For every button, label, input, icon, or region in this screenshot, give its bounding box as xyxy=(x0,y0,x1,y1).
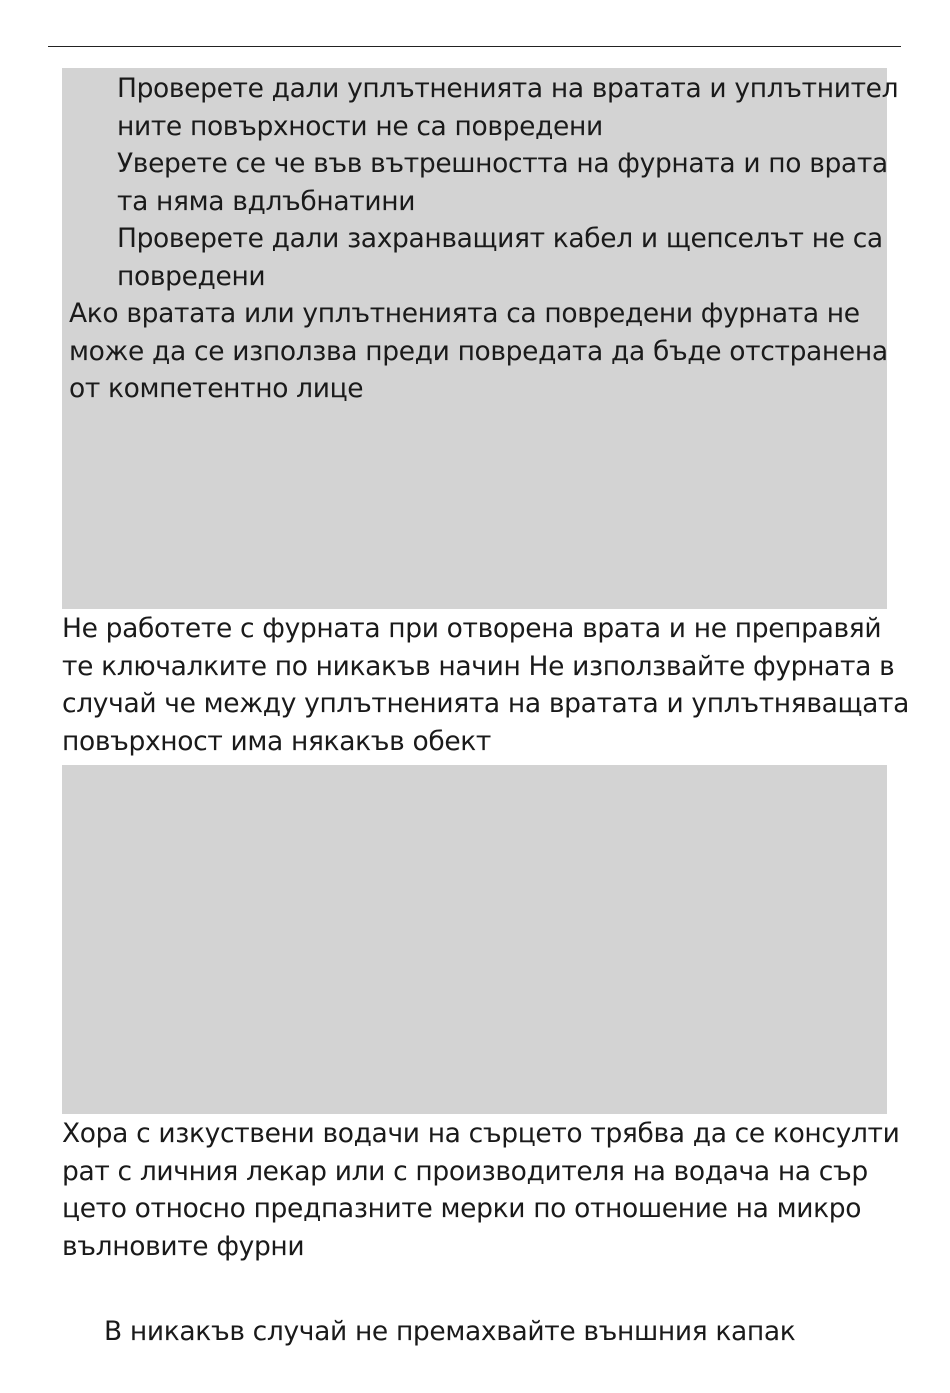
top-divider xyxy=(48,46,901,47)
door-operation-line-4: повърхност има някакъв обект xyxy=(62,725,492,757)
checklist-item-2-line-2: та няма вдлъбнатини xyxy=(117,185,416,217)
pacemaker-line-1: Хора с изкуствени водачи на сърцето трябва да се консулти xyxy=(62,1118,900,1149)
checklist-item-1-line-1: Проверете дали уплътненията на вратата и уплътнител xyxy=(117,73,899,104)
pacemaker-paragraph xyxy=(62,1115,900,1265)
damage-warning-line-2: може да се използва преди повредата да бъде отстранена xyxy=(69,335,888,367)
checklist-item-2-line-1: Уверете се че във вътрешността на фурната и по врата xyxy=(117,148,888,180)
door-operation-line-2: те ключалките по никакъв начин Не използвайте фурната в xyxy=(62,650,895,682)
pacemaker-line-4: вълновите фурни xyxy=(62,1230,305,1262)
checklist-item-1-line-2: ните повърхности не са повредени xyxy=(117,110,603,142)
door-operation-line-3: случай че между уплътненията на вратата и уплътняващата xyxy=(62,688,909,720)
damage-warning-line-1: Ако вратата или уплътненията са повредени фурната не xyxy=(69,298,860,329)
outer-cover-warning: В никакъв случай не премахвайте външния капак xyxy=(104,1316,796,1347)
blank-panel xyxy=(62,765,887,1114)
checklist-item-3-line-1: Проверете дали захранващият кабел и щепселът не са xyxy=(117,223,883,255)
checklist xyxy=(117,70,898,296)
door-operation-line-1: Не работете с фурната при отворена врата и не преправяй xyxy=(62,613,882,644)
pacemaker-line-3: цето относно предпазните мерки по отношение на микро xyxy=(62,1193,862,1225)
door-operation-paragraph xyxy=(62,610,909,760)
damage-warning xyxy=(69,295,888,408)
damage-warning-line-3: от компетентно лице xyxy=(69,373,364,405)
checklist-item-3-line-2: повредени xyxy=(117,260,266,292)
pacemaker-line-2: рат с личния лекар или с производителя на водача на сър xyxy=(62,1155,868,1187)
